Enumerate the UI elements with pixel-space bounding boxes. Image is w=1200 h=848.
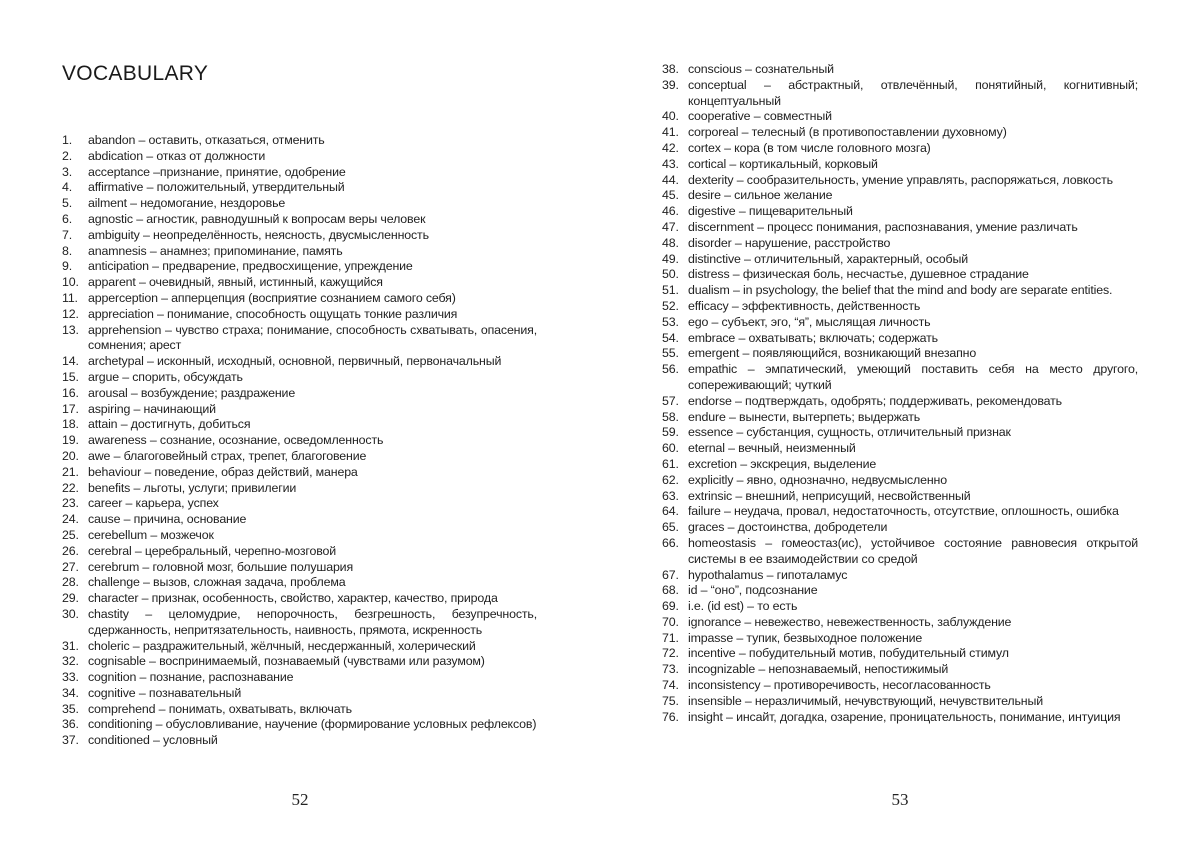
entry-number: 65. [662,520,679,535]
entry-text: ego – субъект, эго, “я”, мыслящая личность [688,314,931,329]
entry-text: affirmative – положительный, утвердительный [88,180,345,195]
entry-text: distinctive – отличительный, характерный, особый [688,251,968,266]
vocabulary-entry [662,710,1138,726]
entry-number: 36. [62,717,79,732]
vocabulary-entry [662,252,1138,268]
vocabulary-entry [662,204,1138,220]
entry-number: 30. [62,606,79,621]
entry-number: 49. [662,251,679,266]
entry-text: failure – неудача, провал, недостаточность, отсутствие, оплошность, ошибка [688,504,1119,519]
vocabulary-entry [662,188,1138,204]
entry-text: chastity – целомудрие, непорочность, безгрешность, безупречность, сдержанность, непритязательность, наивность, прямота, искренность [88,606,537,637]
entry-number: 23. [62,496,79,511]
entry-text: argue – спорить, обсуждать [88,369,243,384]
vocabulary-entry [62,528,537,544]
entry-text: excretion – экскреция, выделение [688,456,877,471]
entry-text: dexterity – сообразительность, умение управлять, распоряжаться, ловкость [688,172,1113,187]
entry-text: conscious – сознательный [688,62,834,76]
entry-number: 9. [62,259,73,274]
entry-number: 68. [662,583,679,598]
entry-text: awareness – сознание, осознание, осведомленность [88,433,384,448]
vocabulary-entry [62,654,537,670]
entry-text: challenge – вызов, сложная задача, проблема [88,575,346,590]
vocabulary-entry [662,457,1138,473]
entry-number: 43. [662,156,679,171]
vocabulary-entry [62,591,537,607]
vocabulary-entry [662,599,1138,615]
entry-number: 34. [62,685,79,700]
vocabulary-entry [662,646,1138,662]
vocabulary-list-left [62,133,537,749]
vocabulary-entry [662,694,1138,710]
entry-text: homeostasis – гомеостаз(ис), устойчивое состояние равновесия открытой системы в ее взаимодействии со средой [688,535,1138,566]
entry-number: 55. [662,346,679,361]
vocabulary-entry [662,362,1138,394]
vocabulary-entry [62,417,537,433]
entry-number: 72. [662,646,679,661]
entry-text: embrace – охватывать; включать; содержать [688,330,938,345]
vocabulary-entry [62,354,537,370]
entry-text: digestive – пищеварительный [688,204,853,219]
entry-number: 64. [662,504,679,519]
entry-text: anticipation – предварение, предвосхищение, упреждение [88,259,413,274]
entry-text: disorder – нарушение, расстройство [688,235,891,250]
entry-text: desire – сильное желание [688,188,833,203]
entry-number: 28. [62,575,79,590]
vocabulary-entry [662,410,1138,426]
vocabulary-entry [62,560,537,576]
vocabulary-entry [62,228,537,244]
entry-text: archetypal – исконный, исходный, основной, первичный, первоначальный [88,354,502,369]
entry-text: comprehend – понимать, охватывать, включать [88,701,352,716]
entry-text: agnostic – агностик, равнодушный к вопросам веры человек [88,211,426,226]
vocabulary-entry [662,425,1138,441]
entry-text: id – “оно”, подсознание [688,583,818,598]
entry-text: dualism – in psychology, the belief that the mind and body are separate entities. [688,283,1113,298]
vocabulary-entry [662,220,1138,236]
vocabulary-entry [62,733,537,749]
vocabulary-entry [662,78,1138,110]
entry-number: 56. [662,362,679,377]
entry-number: 75. [662,693,679,708]
entry-text: endure – вынести, вытерпеть; выдержать [688,409,921,424]
entry-number: 59. [662,425,679,440]
entry-number: 61. [662,456,679,471]
entry-number: 14. [62,354,79,369]
entry-number: 48. [662,235,679,250]
vocabulary-entry [662,631,1138,647]
entry-number: 1. [62,133,73,147]
entry-text: appreciation – понимание, способность ощущать тонкие различия [88,306,458,321]
entry-text: conceptual – абстрактный, отвлечённый, понятийный, когнитивный; концептуальный [688,77,1138,108]
vocabulary-entry [62,449,537,465]
entry-number: 4. [62,180,73,195]
entry-number: 62. [662,472,679,487]
entry-number: 46. [662,204,679,219]
entry-text: cause – причина, основание [88,512,247,527]
entry-text: cerebral – церебральный, черепно-мозговой [88,543,337,558]
vocabulary-entry [62,275,537,291]
vocabulary-entry [662,236,1138,252]
right-page [600,0,1200,848]
vocabulary-entry [662,346,1138,362]
entry-text: extrinsic – внешний, неприсущий, несвойственный [688,488,971,503]
vocabulary-entry [662,157,1138,173]
entry-number: 50. [662,267,679,282]
entry-text: incentive – побудительный мотив, побудительный стимул [688,646,1009,661]
entry-number: 27. [62,559,79,574]
vocabulary-entry [62,402,537,418]
page-number-left: 52 [291,790,309,809]
vocabulary-entry [62,702,537,718]
vocabulary-entry [662,125,1138,141]
vocabulary-entry [62,639,537,655]
entry-text: cortical – кортикальный, корковый [688,156,878,171]
vocabulary-entry [62,180,537,196]
vocabulary-entry [662,62,1138,78]
entry-number: 20. [62,448,79,463]
entry-number: 35. [62,701,79,716]
vocabulary-entry [62,323,537,355]
entry-number: 70. [662,614,679,629]
vocabulary-entry [62,465,537,481]
entry-text: incognizable – непознаваемый, непостижимый [688,662,949,677]
entry-number: 44. [662,172,679,187]
entry-number: 66. [662,535,679,550]
entry-number: 38. [662,62,679,76]
entry-number: 10. [62,275,79,290]
entry-text: abdication – отказ от должности [88,148,266,163]
entry-number: 31. [62,638,79,653]
vocabulary-entry [662,473,1138,489]
vocabulary-entry [62,717,537,733]
entry-text: endorse – подтверждать, одобрять; поддерживать, рекомендовать [688,393,1062,408]
entry-number: 7. [62,227,73,242]
entry-number: 42. [662,140,679,155]
vocabulary-entry [62,670,537,686]
vocabulary-entry [62,291,537,307]
entry-text: graces – достоинства, добродетели [688,520,888,535]
entry-number: 26. [62,543,79,558]
vocabulary-entry [62,512,537,528]
entry-text: efficacy – эффективность, действенность [688,298,921,313]
entry-text: cerebrum – головной мозг, большие полушария [88,559,354,574]
entry-number: 3. [62,164,73,179]
entry-number: 73. [662,662,679,677]
entry-text: ambiguity – неопределённость, неясность, двусмысленность [88,227,429,242]
vocabulary-entry [62,196,537,212]
entry-number: 39. [662,77,679,92]
entry-number: 58. [662,409,679,424]
vocabulary-entry [62,481,537,497]
entry-number: 40. [662,109,679,124]
vocabulary-entry [662,267,1138,283]
vocabulary-entry [662,441,1138,457]
vocabulary-entry [662,315,1138,331]
vocabulary-entry [62,607,537,639]
entry-text: hypothalamus – гипоталамус [688,567,848,582]
entry-number: 71. [662,630,679,645]
entry-text: inconsistency – противоречивость, несогласованность [688,678,991,693]
entry-number: 63. [662,488,679,503]
vocabulary-entry [62,212,537,228]
vocabulary-entry [662,489,1138,505]
entry-text: behaviour – поведение, образ действий, манера [88,464,358,479]
entry-text: benefits – льготы, услуги; привилегии [88,480,297,495]
entry-number: 22. [62,480,79,495]
vocabulary-entry [662,173,1138,189]
entry-number: 19. [62,433,79,448]
entry-text: acceptance –признание, принятие, одобрение [88,164,346,179]
vocabulary-entry [62,149,537,165]
entry-text: choleric – раздражительный, жёлчный, несдержанный, холерический [88,638,476,653]
vocabulary-entry [662,283,1138,299]
vocabulary-entry [62,133,537,149]
entry-number: 6. [62,211,73,226]
vocabulary-entry [662,394,1138,410]
entry-text: cortex – кора (в том числе головного мозга) [688,140,931,155]
entry-number: 25. [62,527,79,542]
entry-text: insensible – неразличимый, нечувствующий, нечувствительный [688,693,1044,708]
entry-text: distress – физическая боль, несчастье, душевное страдание [688,267,1029,282]
entry-text: career – карьера, успех [88,496,219,511]
entry-number: 45. [662,188,679,203]
vocabulary-entry [62,433,537,449]
entry-number: 37. [62,733,79,748]
vocabulary-entry [662,568,1138,584]
entry-number: 21. [62,464,79,479]
entry-text: discernment – процесс понимания, распознавания, умение различать [688,219,1078,234]
entry-number: 51. [662,283,679,298]
entry-text: apparent – очевидный, явный, истинный, кажущийся [88,275,383,290]
vocabulary-entry [662,299,1138,315]
entry-text: conditioned – условный [88,733,218,748]
vocabulary-entry [62,307,537,323]
vocabulary-entry [62,165,537,181]
entry-number: 41. [662,125,679,140]
entry-number: 18. [62,417,79,432]
vocabulary-entry [62,686,537,702]
vocabulary-entry [62,370,537,386]
entry-text: apperception – апперцепция (восприятие сознанием самого себя) [88,290,456,305]
entry-number: 76. [662,709,679,724]
entry-number: 53. [662,314,679,329]
entry-number: 16. [62,385,79,400]
entry-number: 11. [62,290,78,305]
entry-number: 15. [62,369,79,384]
vocabulary-entry [662,678,1138,694]
entry-text: apprehension – чувство страха; понимание, способность схватывать, опасения, сомнения; арест [88,322,537,353]
entry-number: 12. [62,306,79,321]
entry-number: 57. [662,393,679,408]
vocabulary-entry [662,662,1138,678]
entry-number: 8. [62,243,73,258]
entry-text: cognition – познание, распознавание [88,670,294,685]
entry-number: 60. [662,441,679,456]
entry-number: 2. [62,148,73,163]
entry-text: cognitive – познавательный [88,685,242,700]
vocabulary-entry [662,536,1138,568]
entry-number: 24. [62,512,79,527]
entry-text: cooperative – совместный [688,109,832,124]
entry-text: cerebellum – мозжечок [88,527,214,542]
entry-text: explicitly – явно, однозначно, недвусмысленно [688,472,947,487]
entry-text: character – признак, особенность, свойство, характер, качество, природа [88,591,498,606]
entry-text: emergent – появляющийся, возникающий внезапно [688,346,977,361]
entry-text: insight – инсайт, догадка, озарение, проницательность, понимание, интуиция [688,709,1121,724]
vocabulary-entry [662,583,1138,599]
vocabulary-entry [62,544,537,560]
vocabulary-entry [662,615,1138,631]
vocabulary-entry [662,109,1138,125]
entry-text: arousal – возбуждение; раздражение [88,385,296,400]
entry-text: aspiring – начинающий [88,401,216,416]
entry-number: 17. [62,401,79,416]
entry-text: impasse – тупик, безвыходное положение [688,630,923,645]
vocabulary-entry [662,504,1138,520]
entry-text: cognisable – воспринимаемый, познаваемый (чувствами или разумом) [88,654,485,669]
entry-number: 69. [662,599,679,614]
entry-text: abandon – оставить, отказаться, отменить [88,133,325,147]
vocabulary-entry [62,244,537,260]
vocabulary-entry [62,496,537,512]
entry-text: corporeal – телесный (в противопоставлении духовному) [688,125,1007,140]
entry-number: 29. [62,591,79,606]
vocabulary-entry [62,575,537,591]
entry-number: 54. [662,330,679,345]
vocabulary-entry [662,520,1138,536]
entry-number: 67. [662,567,679,582]
entry-number: 47. [662,219,679,234]
entry-number: 13. [62,322,79,337]
entry-text: ignorance – невежество, невежественность, заблуждение [688,614,1012,629]
entry-text: i.e. (id est) – то есть [688,599,798,614]
entry-number: 32. [62,654,79,669]
entry-number: 74. [662,678,679,693]
entry-text: awe – благоговейный страх, трепет, благоговение [88,448,367,463]
entry-number: 33. [62,670,79,685]
entry-text: ailment – недомогание, нездоровье [88,196,286,211]
entry-text: conditioning – обусловливание, научение (формирование условных рефлексов) [88,717,537,732]
vocabulary-entry [662,331,1138,347]
entry-text: essence – субстанция, сущность, отличительный признак [688,425,1011,440]
entry-text: empathic – эмпатический, умеющий поставить себя на место другого, сопереживающий; чуткий [688,362,1138,392]
entry-text: eternal – вечный, неизменный [688,441,856,456]
vocabulary-entry [62,386,537,402]
vocabulary-entry [662,141,1138,157]
vocabulary-entry [62,259,537,275]
entry-text: anamnesis – анамнез; припоминание, память [88,243,343,258]
vocabulary-list-right [662,62,1138,725]
entry-number: 52. [662,298,679,313]
entry-text: attain – достигнуть, добиться [88,417,251,432]
entry-number: 5. [62,196,73,211]
vocabulary-heading: VOCABULARY [62,62,209,85]
page-number-right: 53 [891,790,909,809]
